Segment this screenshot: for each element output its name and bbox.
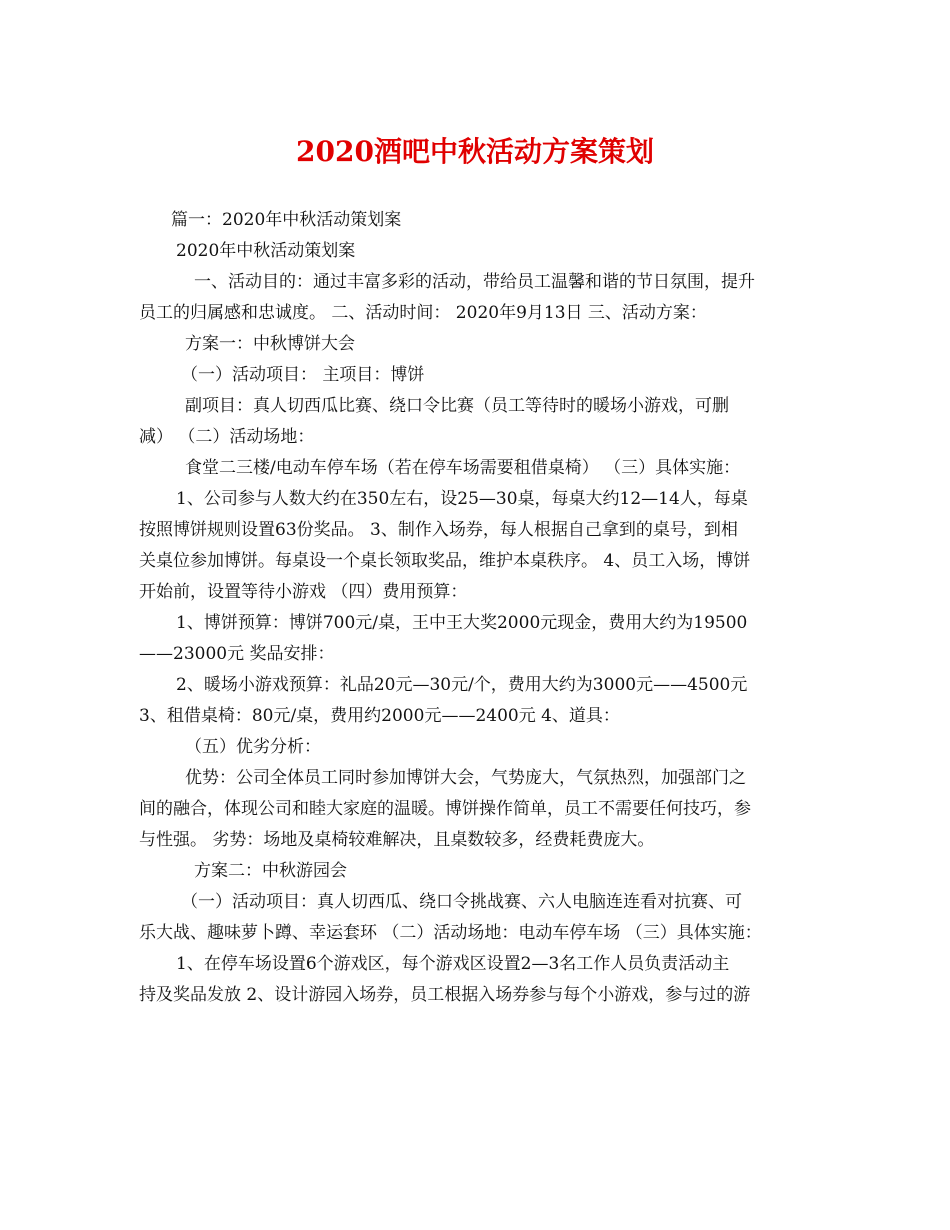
text-line: 篇一：2020年中秋活动策划案 xyxy=(171,210,402,230)
text-line: 方案二：中秋游园会 xyxy=(194,861,347,881)
document-body xyxy=(139,205,815,1011)
text-line: 3、租借桌椅：80元/桌，费用约2000元——2400元 4、道具： xyxy=(139,706,620,726)
text-line: 1、博饼预算：博饼700元/桌，王中王大奖2000元现金，费用大约为19500 xyxy=(176,613,748,633)
text-line: 一、活动目的：通过丰富多彩的活动，带给员工温馨和谐的节日氛围，提升 xyxy=(194,272,755,292)
text-line: 减） （二）活动场地： xyxy=(139,427,315,447)
text-line: 食堂二三楼/电动车停车场（若在停车场需要租借桌椅） （三）具体实施： xyxy=(185,458,741,478)
text-line: 1、公司参与人数大约在350左右，设25—30桌，每桌大约12—14人，每桌 xyxy=(176,489,748,509)
text-line: （一）活动项目：真人切西瓜、绕口令挑战赛、六人电脑连连看对抗赛、可 xyxy=(181,892,742,912)
text-line: 乐大战、趣味萝卜蹲、幸运套环 （二）活动场地：电动车停车场 （三）具体实施： xyxy=(139,923,762,943)
text-line: 优势：公司全体员工同时参加博饼大会，气势庞大，气氛热烈，加强部门之 xyxy=(185,768,746,788)
text-line: ——23000元 奖品安排： xyxy=(139,644,335,664)
text-line: 按照博饼规则设置63份奖品。 3、制作入场券，每人根据自己拿到的桌号，到相 xyxy=(139,520,738,540)
text-line: （一）活动项目： 主项目：博饼 xyxy=(181,365,425,385)
text-line: 方案一：中秋博饼大会 xyxy=(185,334,355,354)
text-line: 副项目：真人切西瓜比赛、绕口令比赛（员工等待时的暖场小游戏，可删 xyxy=(185,396,729,416)
document-title: 2020酒吧中秋活动方案策划 xyxy=(296,135,654,168)
text-line: 关桌位参加博饼。每桌设一个桌长领取奖品，维护本桌秩序。 4、员工入场，博饼 xyxy=(139,551,751,571)
text-line: 1、在停车场设置6个游戏区，每个游戏区设置2—3名工作人员负责活动主 xyxy=(176,954,730,974)
text-line: 2020年中秋活动策划案 xyxy=(176,241,356,261)
text-line: 持及奖品发放 2、设计游园入场券，员工根据入场券参与每个小游戏，参与过的游 xyxy=(139,985,751,1005)
text-line: 2、暖场小游戏预算：礼品20元—30元/个，费用大约为3000元——4500元 xyxy=(176,675,748,695)
text-line: 间的融合，体现公司和睦大家庭的温暖。博饼操作简单，员工不需要任何技巧，参 xyxy=(139,799,751,819)
text-line: 员工的归属感和忠诚度。 二、活动时间： 2020年9月13日 三、活动方案： xyxy=(139,303,707,323)
text-line: 开始前，设置等待小游戏 （四）费用预算： xyxy=(139,582,468,602)
text-line: （五）优劣分析： xyxy=(185,737,321,757)
text-line: 与性强。 劣势：场地及桌椅较难解决，且桌数较多，经费耗费庞大。 xyxy=(139,830,655,850)
